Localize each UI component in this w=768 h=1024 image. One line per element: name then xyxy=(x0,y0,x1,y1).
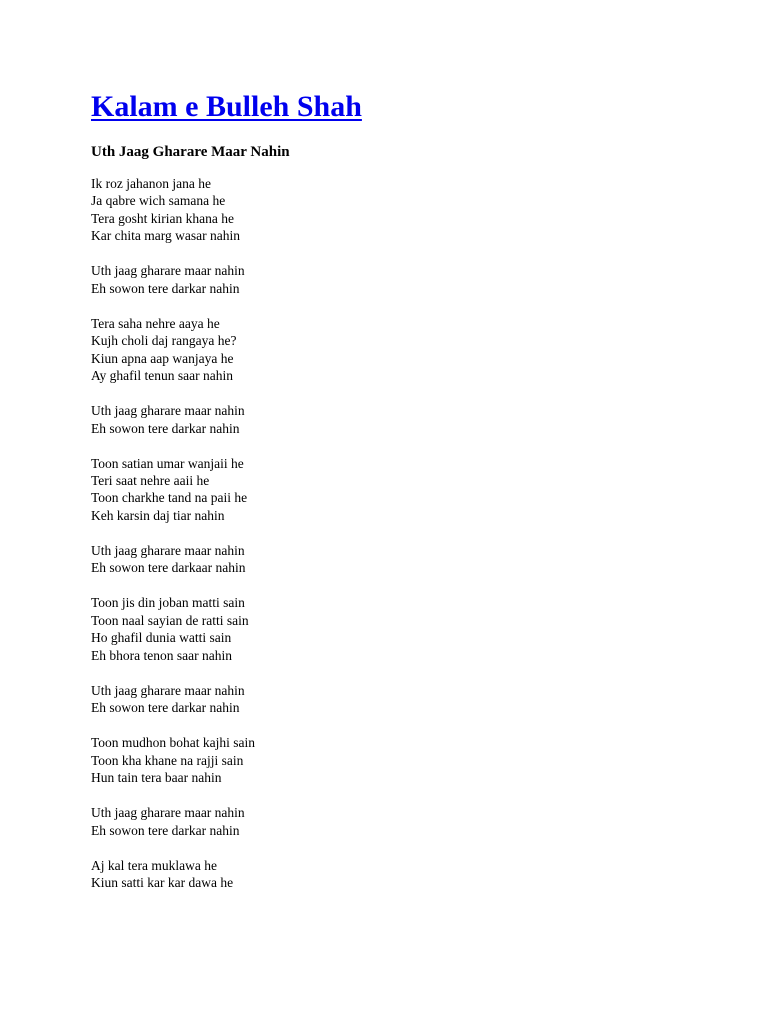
stanza xyxy=(91,402,731,437)
stanza xyxy=(91,315,731,385)
poem-line: Toon mudhon bohat kajhi sain xyxy=(91,735,256,751)
poem-line: Tera saha nehre aaya he xyxy=(91,315,220,331)
poem-line: Toon naal sayian de ratti sain xyxy=(91,612,249,628)
poem-line: Eh sowon tere darkaar nahin xyxy=(91,560,246,576)
poem-line: Uth jaag gharare maar nahin xyxy=(91,263,245,279)
poem-line: Eh sowon tere darkar nahin xyxy=(91,700,240,716)
poem-line: Hun tain tera baar nahin xyxy=(91,770,222,786)
stanza xyxy=(91,857,731,892)
poem-line: Uth jaag gharare maar nahin xyxy=(91,805,245,821)
poem-line: Tera gosht kirian khana he xyxy=(91,210,235,226)
document-title-link[interactable]: Kalam e Bulleh Shah xyxy=(91,90,362,123)
poem-line: Kar chita marg wasar nahin xyxy=(91,228,240,244)
poem-line: Toon charkhe tand na paii he xyxy=(91,490,248,506)
stanza xyxy=(91,455,731,525)
document-page xyxy=(91,88,731,909)
poem-line: Uth jaag gharare maar nahin xyxy=(91,403,245,419)
poem-line: Eh bhora tenon saar nahin xyxy=(91,647,232,663)
poem-line: Eh sowon tere darkar nahin xyxy=(91,420,240,436)
poem-line: Uth jaag gharare maar nahin xyxy=(91,682,245,698)
poem-line: Kujh choli daj rangaya he? xyxy=(91,333,237,349)
poem-line: Aj kal tera muklawa he xyxy=(91,857,217,873)
poem-line: Eh sowon tere darkar nahin xyxy=(91,822,240,838)
poem-line: Ay ghafil tenun saar nahin xyxy=(91,368,233,384)
poem-line: Ik roz jahanon jana he xyxy=(91,176,211,191)
poem-line: Ja qabre wich samana he xyxy=(91,193,226,209)
stanza xyxy=(91,542,731,577)
stanza xyxy=(91,262,731,297)
poem-line: Ho ghafil dunia watti sain xyxy=(91,630,232,646)
poem-line: Toon satian umar wanjaii he xyxy=(91,455,244,471)
stanza xyxy=(91,734,731,786)
poem-line: Toon kha khane na rajji sain xyxy=(91,752,244,768)
poem-line: Kiun apna aap wanjaya he xyxy=(91,350,234,366)
stanza xyxy=(91,175,731,245)
stanza xyxy=(91,594,731,664)
poem-line: Teri saat nehre aaii he xyxy=(91,473,210,489)
poem-line: Toon jis din joban matti sain xyxy=(91,595,245,611)
poem-line: Uth jaag gharare maar nahin xyxy=(91,542,245,558)
poem-line: Eh sowon tere darkar nahin xyxy=(91,280,240,296)
stanza xyxy=(91,804,731,839)
poem-body xyxy=(91,175,731,891)
poem-title: Uth Jaag Gharare Maar Nahin xyxy=(91,144,290,160)
poem-line: Kiun satti kar kar dawa he xyxy=(91,875,234,891)
poem-line: Keh karsin daj tiar nahin xyxy=(91,507,225,523)
stanza xyxy=(91,682,731,717)
